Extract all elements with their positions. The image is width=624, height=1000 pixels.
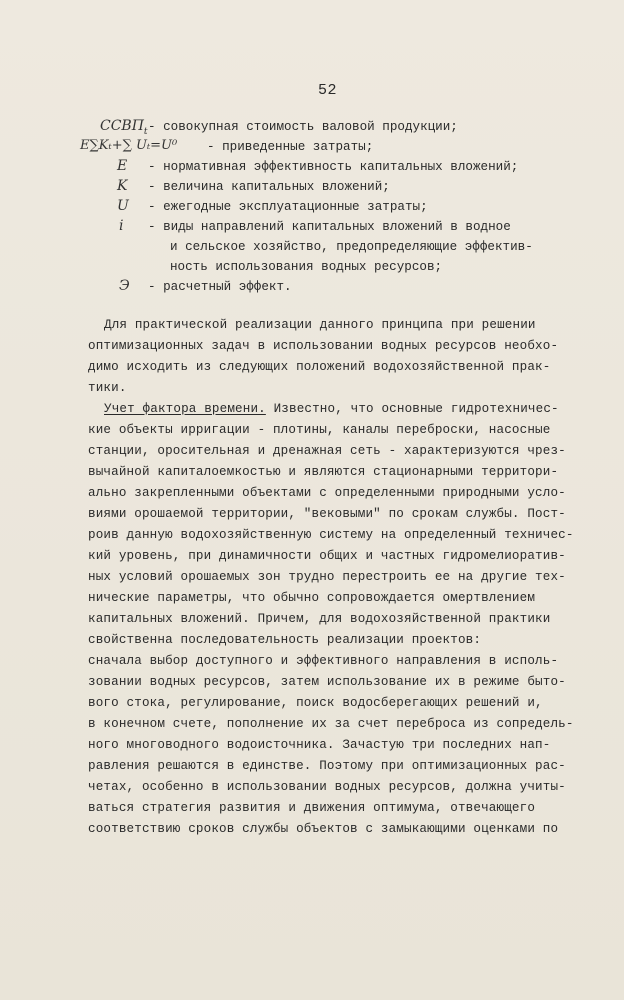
text-line: роив данную водохозяйственную систему на определенный техничес- <box>88 528 574 542</box>
text-line: ных условий орошаемых зон трудно перестроить ее на другие тех- <box>88 570 566 584</box>
text-line: димо исходить из следующих положений водохозяйственной прак- <box>88 360 551 374</box>
text-line: соответствию сроков службы объектов с замыкающими оценками по <box>88 822 559 836</box>
definition-symbol: $ССВП_t$ <box>100 118 148 137</box>
page-number: 52 <box>318 82 338 99</box>
text-line: четах, особенно в использовании водных ресурсов, должна учиты- <box>88 780 566 794</box>
text-line: зовании водных ресурсов, затем использование их в режиме быто- <box>88 675 566 689</box>
definition-text: - совокупная стоимость валовой продукции; <box>148 120 458 134</box>
definition-text: - нормативная эффективность капитальных вложений; <box>148 160 519 174</box>
text-line: ного многоводного водоисточника. Зачастую три последних нап- <box>88 738 551 752</box>
definition-symbol: E∑Kₜ+∑ Uₜ=U⁰ <box>80 138 178 153</box>
text-line: тики. <box>88 381 127 395</box>
definition-symbol: Э <box>119 278 130 294</box>
definition-text: - приведенные затраты; <box>207 140 374 154</box>
text-line: в конечном счете, пополнение их за счет переброса из сопредель- <box>88 717 574 731</box>
text-line: равления решаются в единстве. Поэтому при оптимизационных рас- <box>88 759 566 773</box>
definition-text: - расчетный эффект. <box>148 280 292 294</box>
definition-symbol: U <box>117 198 129 214</box>
text-line: кий уровень, при динамичности общих и частных гидромелиоратив- <box>88 549 566 563</box>
text-line: Для практической реализации данного принципа при решении <box>104 318 536 332</box>
text-line: ально закрепленными объектами с определенными природными усло- <box>88 486 566 500</box>
text-line: станции, оросительная и дренажная сеть - характеризуются чрез- <box>88 444 566 458</box>
definition-symbol: E <box>117 158 128 174</box>
definition-symbol: K <box>117 178 128 194</box>
text-line: свойственна последовательность реализации проектов: <box>88 633 482 647</box>
text-line: оптимизационных задач в использовании водных ресурсов необхо- <box>88 339 559 353</box>
text-line: вычайной капиталоемкостью и являются стационарными территори- <box>88 465 559 479</box>
text-line: кие объекты ирригации - плотины, каналы переброски, насосные <box>88 423 551 437</box>
text-line: вого стока, регулирование, поиск водосберегающих решений и, <box>88 696 543 710</box>
definition-text: ность использования водных ресурсов; <box>170 260 443 274</box>
definition-text: и сельское хозяйство, предопределяющие эффектив- <box>170 240 533 254</box>
definition-text: - ежегодные эксплуатационные затраты; <box>148 200 428 214</box>
definition-text: - виды направлений капитальных вложений в водное <box>148 220 511 234</box>
text-line: ваться стратегия развития и движения оптимума, отвечающего <box>88 801 536 815</box>
definition-text: - величина капитальных вложений; <box>148 180 390 194</box>
text-line: сначала выбор доступного и эффективного направления в исполь- <box>88 654 559 668</box>
section-heading: Учет фактора времени. <box>104 402 266 416</box>
text-line: виями орошаемой территории, "вековыми" по срокам службы. Пост- <box>88 507 566 521</box>
text-line: нические параметры, что обычно сопровождается омертвлением <box>88 591 536 605</box>
text-line: Учет фактора времени. Известно, что основные гидротехничес- <box>104 402 559 416</box>
text-line: капитальных вложений. Причем, для водохозяйственной практики <box>88 612 551 626</box>
definition-symbol: i <box>119 218 124 234</box>
